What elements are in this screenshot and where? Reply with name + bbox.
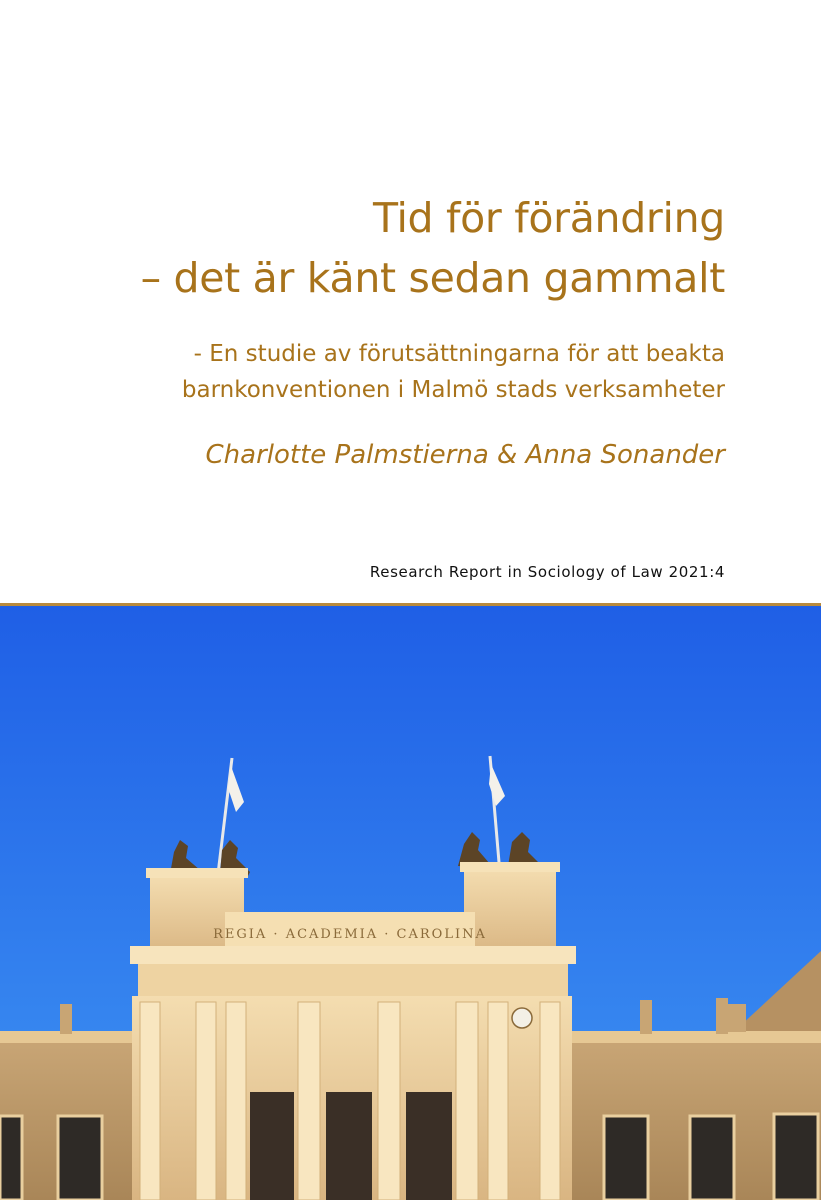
series-label: Research Report in Sociology of Law 2021:4	[369, 563, 725, 581]
authors: Charlotte Palmstierna & Anna Sonander	[205, 440, 725, 470]
inscription: REGIA · ACADEMIA · CAROLINA	[213, 927, 487, 942]
title-line-2: – det är känt sedan gammalt	[140, 254, 725, 302]
cornice	[130, 946, 576, 964]
tower-right	[464, 868, 556, 956]
cover-photo	[0, 606, 821, 1200]
doors	[250, 1092, 452, 1200]
subtitle-line-2: barnkonventionen i Malmö stads verksamheter	[181, 377, 725, 403]
title-line-1: Tid för förändring	[372, 194, 725, 242]
university-building-illustration	[0, 606, 821, 1200]
clock-icon	[512, 1008, 532, 1028]
subtitle-line-1: - En studie av förutsättningarna för att beakta	[193, 341, 725, 367]
subtitle	[182, 336, 725, 408]
title	[141, 188, 725, 308]
